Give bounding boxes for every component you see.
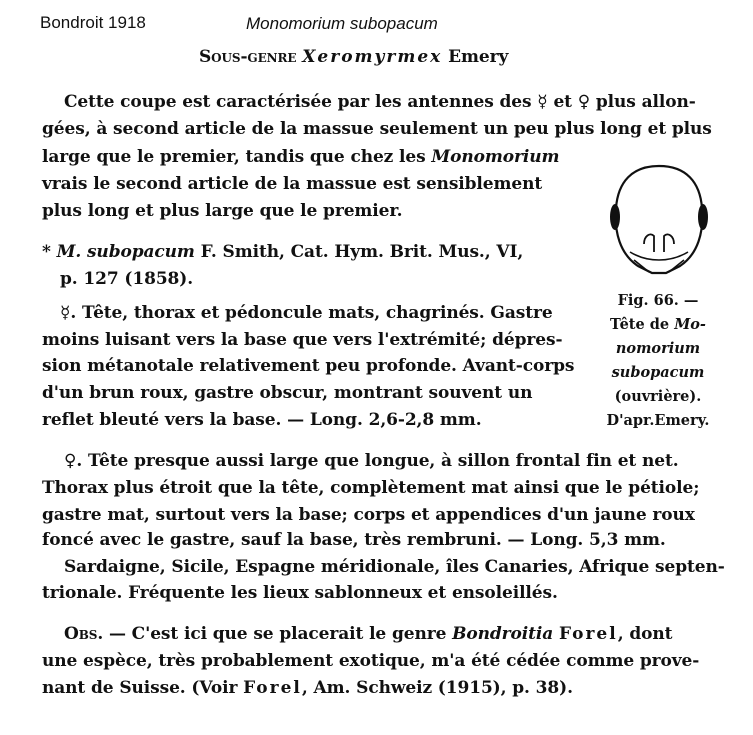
subgenus-prefix: Sous-genre [199, 47, 297, 67]
paragraph1-line3-text: large que le premier, tandis que chez les [42, 147, 432, 167]
worker-line1: ☿. Tête, thorax et pédoncule mats, chagrinés. Gastre [60, 303, 553, 323]
subgenus-name: Xeromyrmex [302, 47, 443, 67]
frontal-area [644, 234, 674, 252]
figure-caption-3: nomorium [615, 340, 701, 357]
female-line3: gastre mat, surtout vers la base; corps et appendices d'un jaune roux [42, 505, 695, 525]
paragraph1-line1: Cette coupe est caractérisée par les antennes des ☿ et ♀ plus allon- [64, 92, 696, 112]
figure-caption-6: D'apr.Emery. [606, 412, 710, 429]
figure-caption-5: (ouvrière). [614, 388, 702, 405]
author-forel-2: Forel [243, 678, 302, 698]
female-line2: Thorax plus étroit que la tête, complètement mat ainsi que le pétiole; [42, 478, 700, 498]
obs-line1-end: , dont [617, 624, 673, 644]
obs-label: Obs. [64, 624, 104, 644]
subgenus-heading [199, 47, 508, 67]
subgenus-authority: Emery [448, 47, 509, 67]
worker-line5: reflet bleuté vers la base. — Long. 2,6-2,8 mm. [42, 410, 482, 430]
genus-bondroitia: Bondroitia [452, 624, 554, 644]
worker-line3: sion métanotale relativement peu profonde. Avant-corps [42, 356, 575, 376]
female-line4: foncé avec le gastre, sauf la base, très rembruni. — Long. 5,3 mm. [42, 530, 666, 550]
species-name: M. subopacum [56, 242, 195, 262]
species-entry-line1 [42, 242, 523, 262]
left-eye [610, 204, 620, 230]
mandibles [634, 260, 684, 272]
author-forel-1: Forel [559, 624, 618, 644]
right-eye [698, 204, 708, 230]
figure-caption-2 [596, 316, 720, 333]
genus-monomorium: Monomorium [431, 147, 560, 167]
worker-line2: moins luisant vers la base que vers l'extrémité; dépres- [42, 330, 563, 350]
paragraph1-line2: gées, à second article de la massue seulement un peu plus long et plus [42, 119, 712, 139]
female-line1: ♀. Tête presque aussi large que longue, à sillon frontal fin et net. [64, 451, 679, 471]
figure-caption-4: subopacum [611, 364, 705, 381]
clypeus [630, 252, 688, 260]
header-species-title: Monomorium subopacum [246, 14, 438, 33]
obs-line1-text: — C'est ici que se placerait le genre [103, 624, 453, 644]
species-asterisk: * [42, 242, 57, 262]
obs-line3-end: , Am. Schweiz (1915), p. 38). [301, 678, 573, 698]
species-citation: F. Smith, Cat. Hym. Brit. Mus., VI, [194, 242, 524, 262]
female-line6: trionale. Fréquente les lieux sablonneux et ensoleillés. [42, 583, 558, 603]
obs-line3-text: nant de Suisse. (Voir [42, 678, 244, 698]
head-outline [616, 166, 703, 273]
paragraph1-line3 [42, 147, 559, 167]
figure-caption-2-text: Tête de [610, 316, 675, 333]
obs-line2: une espèce, très probablement exotique, m'a été cédée comme prove- [42, 651, 700, 671]
worker-line4: d'un brun roux, gastre obscur, montrant souvent un [42, 383, 533, 403]
paragraph1-line5: plus long et plus large que le premier. [42, 201, 403, 221]
figure-caption-1: Fig. 66. — [617, 292, 699, 309]
species-entry-line2: p. 127 (1858). [60, 269, 194, 289]
figure-caption-2-genus: Mo- [674, 316, 706, 333]
female-line5: Sardaigne, Sicile, Espagne méridionale, îles Canaries, Afrique septen- [64, 557, 725, 577]
ant-head-figure [604, 160, 714, 280]
obs-line1 [64, 624, 672, 644]
paragraph1-line4: vrais le second article de la massue est sensiblement [42, 174, 543, 194]
obs-line3 [42, 678, 573, 698]
header-author-year: Bondroit 1918 [40, 13, 146, 32]
